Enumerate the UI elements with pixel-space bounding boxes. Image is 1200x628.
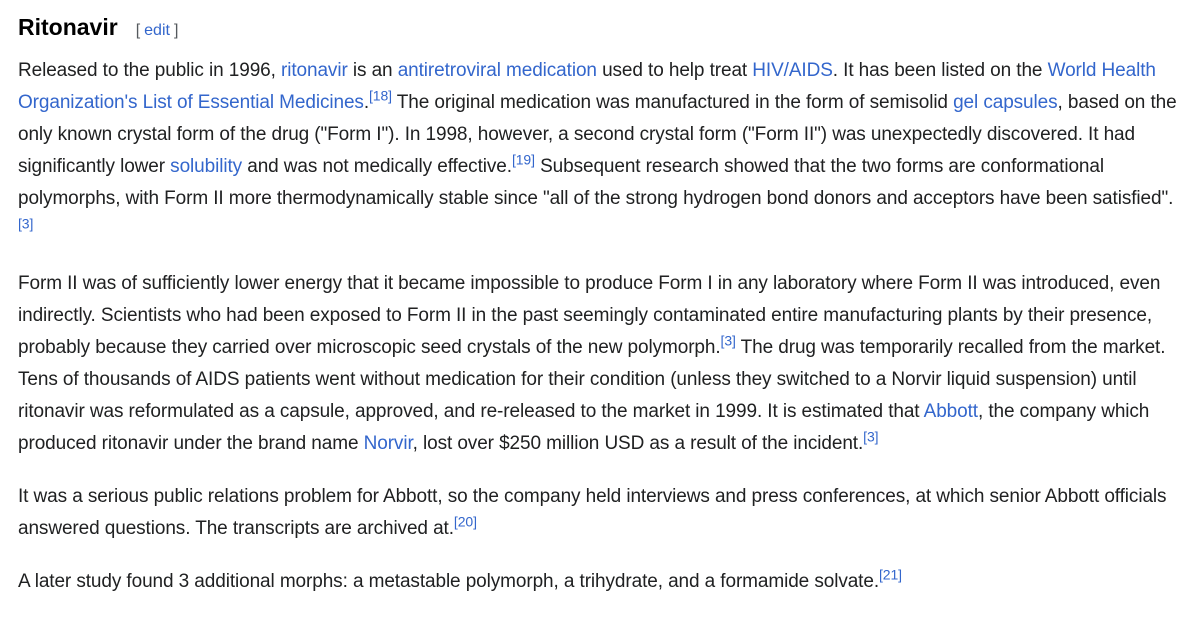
text: Subsequent research showed that the two forms are conformational polymorphs, with Form II more thermodynamically stable since "all of the strong hydrogen bond donors and acceptors have been satisfied". (18, 156, 1174, 209)
text: and was not medically effective. (242, 156, 512, 177)
citation-3[interactable]: [3] (720, 332, 736, 349)
link-norvir[interactable]: Norvir (363, 433, 413, 454)
text: The original medication was manufactured in the form of semisolid (391, 92, 954, 113)
citation-18[interactable]: [18] (369, 87, 392, 104)
text: It was a serious public relations problem for Abbott, so the company held interviews and press conferences, at which senior Abbott officials answered questions. The transcripts are archived at. (18, 486, 1167, 539)
text: used to help treat (596, 60, 753, 81)
edit-section (136, 22, 179, 40)
text: Released to the public in 1996, (18, 60, 281, 81)
link-solubility[interactable]: solubility (170, 156, 243, 177)
text: The drug was temporarily recalled from the market. Tens of thousands of AIDS patients went without medication for their condition (unless they switched to a Norvir liquid suspension) until ritonavir was reformulated as a capsule, approved, and re-released to the market in 1999. It is estimated that (18, 337, 1166, 422)
link-hiv-aids[interactable]: HIV/AIDS (752, 60, 833, 81)
text: is an (347, 60, 398, 81)
citation-3[interactable]: [3] (18, 215, 34, 232)
paragraph-3 (18, 481, 1182, 545)
section-title: Ritonavir (18, 14, 118, 40)
link-abbott[interactable]: Abbott (923, 401, 978, 422)
text: A later study found 3 additional morphs: a metastable polymorph, a trihydrate, and a formamide solvate. (18, 571, 880, 592)
citation-3[interactable]: [3] (863, 428, 879, 445)
link-who-essential-medicines[interactable]: World Health Organization's List of Essential Medicines (18, 60, 1156, 113)
paragraph-2 (18, 268, 1182, 460)
edit-link[interactable]: edit (144, 22, 170, 39)
link-antiretroviral-medication[interactable]: antiretroviral medication (397, 60, 597, 81)
text: , the company which produced ritonavir under the brand name (18, 401, 1150, 454)
text: , lost over $250 million USD as a result of the incident. (412, 433, 864, 454)
citation-19[interactable]: [19] (511, 151, 535, 168)
edit-bracket-close: ] (173, 22, 179, 39)
paragraph-1 (18, 55, 1182, 247)
citation-20[interactable]: [20] (453, 513, 477, 530)
text: Form II was of sufficiently lower energy that it became impossible to produce Form I in any laboratory where Form II was introduced, even indirectly. Scientists who had been exposed to Form II in the past seemingly contaminated entire manufacturing plants by their presence, probably because they carried over microscopic seed crystals of the new polymorph. (18, 273, 1161, 358)
section-heading (18, 14, 1182, 41)
paragraph-4 (18, 566, 1182, 598)
edit-bracket-open: [ (135, 22, 141, 39)
text: , based on the only known crystal form of the drug ("Form I"). In 1998, however, a second crystal form ("Form II") was unexpectedly discovered. It had significantly lower (18, 92, 1177, 177)
link-gel-capsules[interactable]: gel capsules (953, 92, 1058, 113)
link-ritonavir[interactable]: ritonavir (281, 60, 348, 81)
text: . It has been listed on the (832, 60, 1048, 81)
text: . (363, 92, 370, 113)
citation-21[interactable]: [21] (879, 566, 902, 583)
